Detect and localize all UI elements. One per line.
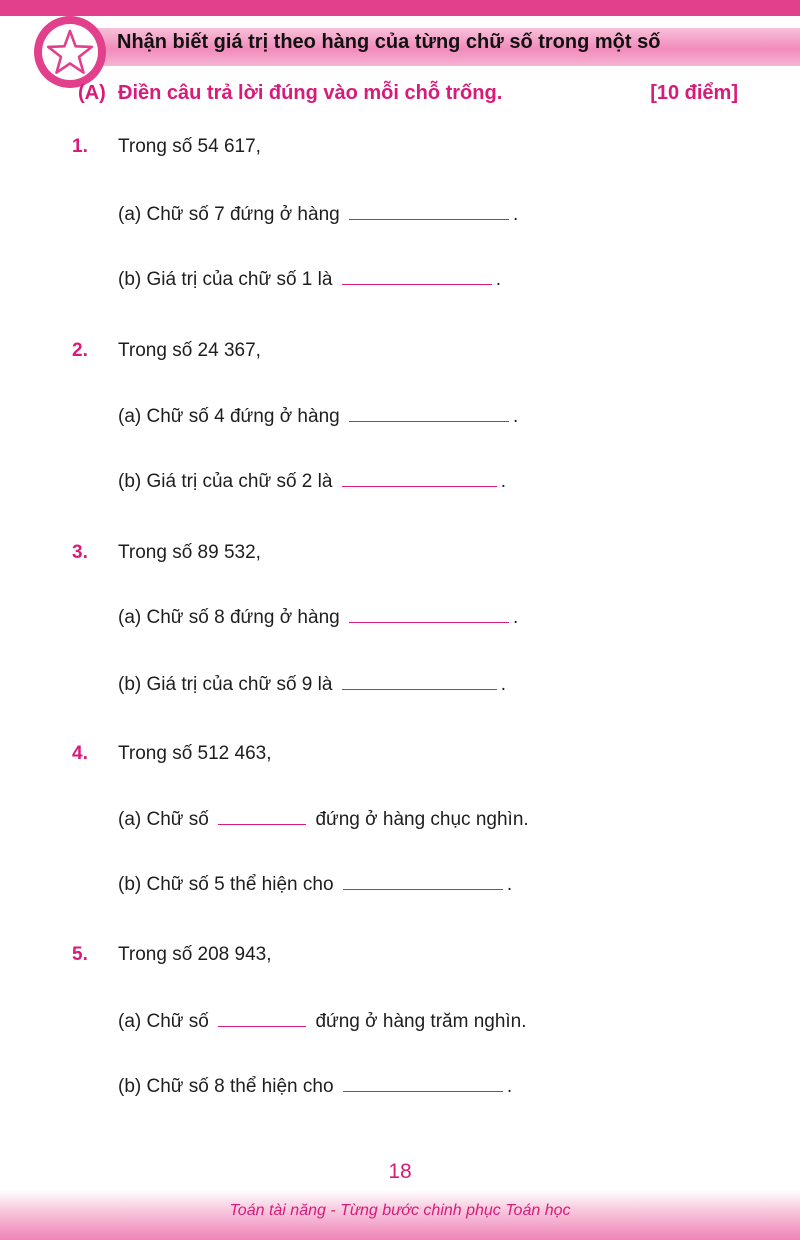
- question-stem: Trong số 208 943,: [118, 944, 272, 965]
- part-text: Giá trị của chữ số 2 là: [146, 471, 333, 492]
- part-end: .: [512, 204, 519, 225]
- question-stem: Trong số 54 617,: [118, 136, 261, 157]
- question-number: 4.: [72, 743, 88, 764]
- question-3-part-a: [118, 606, 518, 629]
- section-instruction: Điền câu trả lời đúng vào mỗi chỗ trống.: [118, 82, 503, 104]
- part-text: Giá trị của chữ số 9 là: [146, 674, 333, 695]
- footer-text: Toán tài năng - Từng bước chinh phục Toán học: [229, 1202, 571, 1219]
- part-end: .: [506, 874, 513, 895]
- answer-blank[interactable]: [343, 1075, 503, 1092]
- part-label: (a): [118, 607, 142, 628]
- part-label: (b): [118, 1076, 142, 1097]
- part-end: .: [512, 406, 519, 427]
- question-number: 1.: [72, 136, 88, 157]
- part-pre: Chữ số: [146, 809, 209, 830]
- part-label: (a): [118, 204, 142, 225]
- question-stem: Trong số 512 463,: [118, 743, 272, 764]
- section-letter: (A): [78, 82, 106, 104]
- answer-blank[interactable]: [218, 1010, 306, 1027]
- question-1-part-a: [118, 203, 518, 226]
- part-label: (a): [118, 406, 142, 427]
- page-title: Nhận biết giá trị theo hàng của từng chữ số trong một số: [117, 31, 661, 53]
- question-2-part-a: [118, 405, 518, 428]
- part-label: (b): [118, 674, 142, 695]
- part-text: Chữ số 7 đứng ở hàng: [146, 204, 340, 225]
- question-number: 2.: [72, 340, 88, 361]
- part-end: .: [500, 471, 506, 492]
- answer-blank[interactable]: [343, 873, 503, 890]
- question-number: 3.: [72, 542, 88, 563]
- part-post: đứng ở hàng chục nghìn.: [315, 809, 529, 830]
- question-5-part-a: [118, 1010, 527, 1033]
- part-end: .: [506, 1076, 513, 1097]
- part-end: .: [495, 269, 501, 290]
- answer-blank[interactable]: [349, 606, 509, 623]
- part-pre: Chữ số: [146, 1011, 209, 1032]
- question-1-part-b: [118, 268, 501, 291]
- answer-blank[interactable]: [342, 673, 497, 690]
- question-4-part-b: [118, 873, 512, 896]
- part-post: đứng ở hàng trăm nghìn.: [315, 1011, 527, 1032]
- answer-blank[interactable]: [349, 203, 509, 220]
- question-5-part-b: [118, 1075, 512, 1098]
- part-text: Chữ số 8 đứng ở hàng: [146, 607, 340, 628]
- part-text: Chữ số 8 thể hiện cho: [146, 1076, 334, 1097]
- part-text: Chữ số 5 thể hiện cho: [146, 874, 334, 895]
- answer-blank[interactable]: [349, 405, 509, 422]
- question-3-part-b: [118, 673, 506, 696]
- answer-blank[interactable]: [218, 808, 306, 825]
- star-icon: [32, 14, 108, 90]
- top-band: [0, 0, 800, 16]
- part-text: Chữ số 4 đứng ở hàng: [146, 406, 340, 427]
- question-2-part-b: [118, 470, 506, 493]
- answer-blank[interactable]: [342, 470, 497, 487]
- question-4-part-a: [118, 808, 529, 831]
- part-end: .: [512, 607, 519, 628]
- page-number: 18: [388, 1160, 412, 1183]
- question-number: 5.: [72, 944, 88, 965]
- part-label: (b): [118, 471, 142, 492]
- section-points: [10 điểm]: [650, 82, 738, 104]
- question-stem: Trong số 24 367,: [118, 340, 261, 361]
- part-text: Giá trị của chữ số 1 là: [146, 269, 333, 290]
- answer-blank[interactable]: [342, 268, 492, 285]
- part-label: (b): [118, 874, 142, 895]
- part-end: .: [500, 674, 506, 695]
- part-label: (a): [118, 809, 142, 830]
- question-stem: Trong số 89 532,: [118, 542, 261, 563]
- part-label: (b): [118, 269, 142, 290]
- part-label: (a): [118, 1011, 142, 1032]
